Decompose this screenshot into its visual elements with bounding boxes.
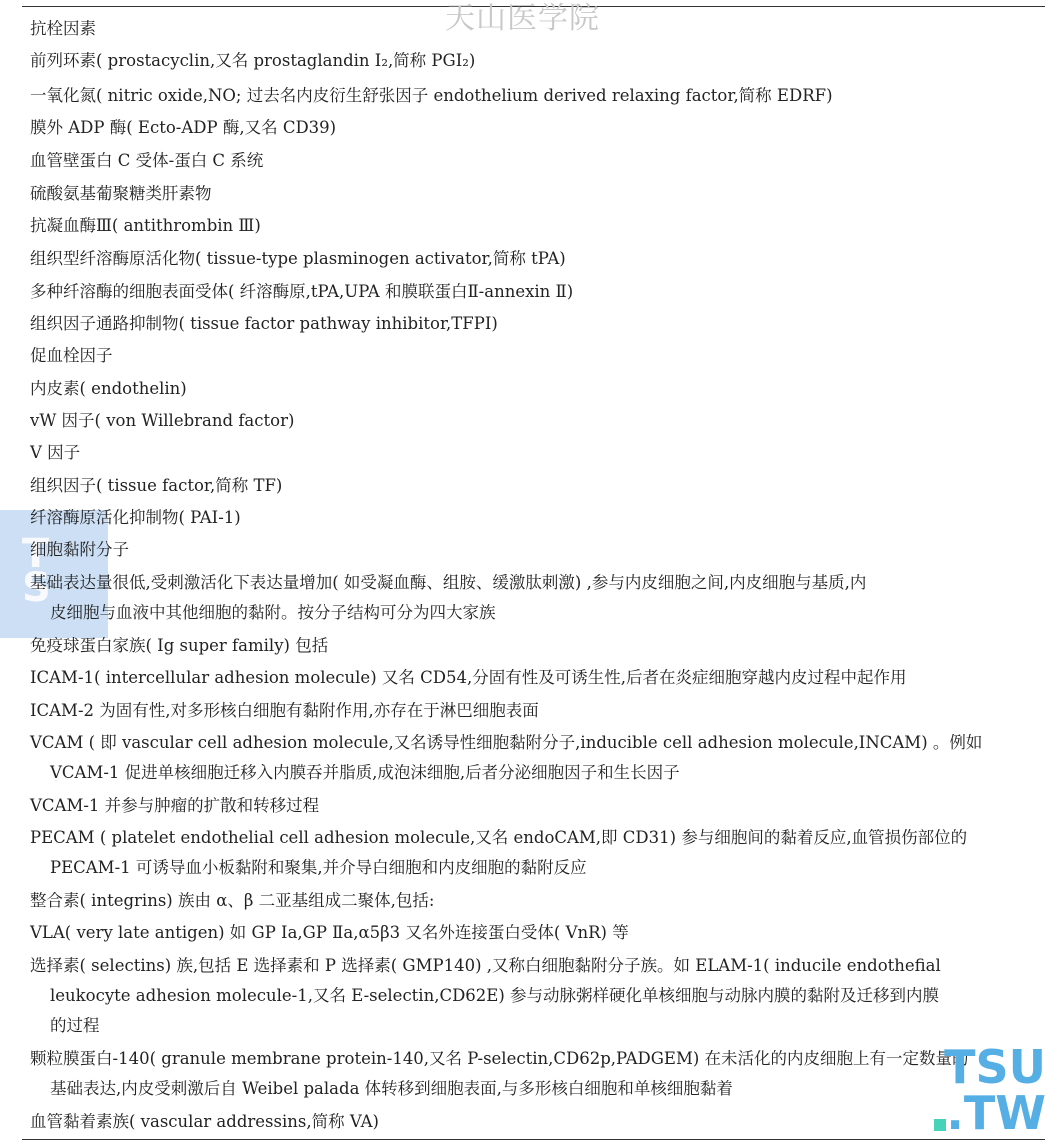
text-line-continuation: leukocyte adhesion molecule-1,又名 E-selectin,CD62E) 参与动脉粥样硬化单核细胞与动脉内膜的黏附及迁移到内膜 (50, 986, 940, 1005)
text-line-continuation: VCAM-1 促进单核细胞迁移入内膜吞并脂质,成泡沫细胞,后者分泌细胞因子和生长因子 (50, 763, 680, 782)
text-line-continuation: 的过程 (50, 1016, 100, 1035)
text-line: 选择素( selectins) 族,包括 E 选择素和 P 选择素( GMP140) ,又称白细胞黏附分子族。如 ELAM-1( inducile endothefial (30, 956, 941, 975)
text-line: 组织因子通路抑制物( tissue factor pathway inhibitor,TFPI) (30, 314, 498, 333)
text-line: ICAM-2 为固有性,对多形核白细胞有黏附作用,亦存在于淋巴细胞表面 (30, 701, 539, 720)
text-line: ICAM-1( intercellular adhesion molecule) 又名 CD54,分固有性及可诱生性,后者在炎症细胞穿越内皮过程中起作用 (30, 668, 907, 687)
text-line: 细胞黏附分子 (30, 540, 129, 559)
text-line: 硫酸氨基葡聚糖类肝素物 (30, 184, 212, 203)
text-line: 多种纤溶酶的细胞表面受体( 纤溶酶原,tPA,UPA 和膜联蛋白Ⅱ-annexin Ⅱ) (30, 282, 574, 301)
text-line: V 因子 (30, 443, 81, 462)
logo-text-bottom: .TW (946, 1086, 1046, 1140)
text-line: 内皮素( endothelin) (30, 379, 187, 398)
text-line: 颗粒膜蛋白-140( granule membrane protein-140,又名 P-selectin,CD62p,PADGEM) 在未活化的内皮细胞上有一定数量的 (30, 1049, 969, 1068)
left-watermark-letter: S (22, 565, 51, 611)
text-line: VLA( very late antigen) 如 GP Ⅰa,GP Ⅱa,α5β3 又名外连接蛋白受体( VnR) 等 (30, 923, 629, 942)
bottom-rule (22, 1139, 1045, 1140)
left-watermark-letter: T (22, 531, 50, 577)
text-line: 组织型纤溶酶原活化物( tissue-type plasminogen activator,简称 tPA) (30, 249, 566, 268)
text-line: 抗栓因素 (30, 19, 96, 38)
tsu-logo (926, 1040, 1052, 1140)
logo-dot (934, 1119, 946, 1131)
text-line: 免疫球蛋白家族( Ig super family) 包括 (30, 636, 329, 655)
text-line-continuation: 皮细胞与血液中其他细胞的黏附。按分子结构可分为四大家族 (50, 603, 496, 622)
header-watermark: 天山医学院 (445, 1, 600, 36)
text-line-continuation: 基础表达,内皮受刺激后自 Weibel palada 体转移到细胞表面,与多形核白细胞和单核细胞黏着 (50, 1079, 733, 1098)
text-line-continuation: PECAM-1 可诱导血小板黏附和聚集,并介导白细胞和内皮细胞的黏附反应 (50, 858, 587, 877)
text-line: 膜外 ADP 酶( Ecto-ADP 酶,又名 CD39) (30, 118, 337, 137)
text-line: VCAM-1 并参与肿瘤的扩散和转移过程 (30, 796, 320, 815)
text-line: 组织因子( tissue factor,简称 TF) (30, 476, 283, 495)
text-line: 纤溶酶原活化抑制物( PAI-1) (30, 508, 241, 527)
text-line: 促血栓因子 (30, 346, 113, 365)
text-line: 整合素( integrins) 族由 α、β 二亚基组成二聚体,包括: (30, 891, 435, 910)
text-line: PECAM ( platelet endothelial cell adhesion molecule,又名 endoCAM,即 CD31) 参与细胞间的黏着反应,血管损伤部位的 (30, 828, 968, 847)
logo-text-top: TSU (944, 1040, 1046, 1094)
text-line: 一氧化氮( nitric oxide,NO; 过去名内皮衍生舒张因子 endothelium derived relaxing factor,简称 EDRF) (30, 86, 833, 105)
text-line: vW 因子( von Willebrand factor) (30, 411, 295, 430)
text-line: 血管黏着素族( vascular addressins,简称 VA) (30, 1112, 379, 1131)
text-line: VCAM ( 即 vascular cell adhesion molecule,又名诱导性细胞黏附分子,inducible cell adhesion molecule,INCAM) 。例如 (30, 733, 983, 752)
text-line: 基础表达量很低,受刺激活化下表达量增加( 如受凝血酶、组胺、缓激肽刺激) ,参与内皮细胞之间,内皮细胞与基质,内 (30, 573, 867, 592)
text-line: 抗凝血酶Ⅲ( antithrombin Ⅲ) (30, 216, 261, 235)
text-line: 前列环素( prostacyclin,又名 prostaglandin I₂,简称 PGI₂) (30, 51, 476, 70)
text-line: 血管壁蛋白 C 受体-蛋白 C 系统 (30, 151, 264, 170)
